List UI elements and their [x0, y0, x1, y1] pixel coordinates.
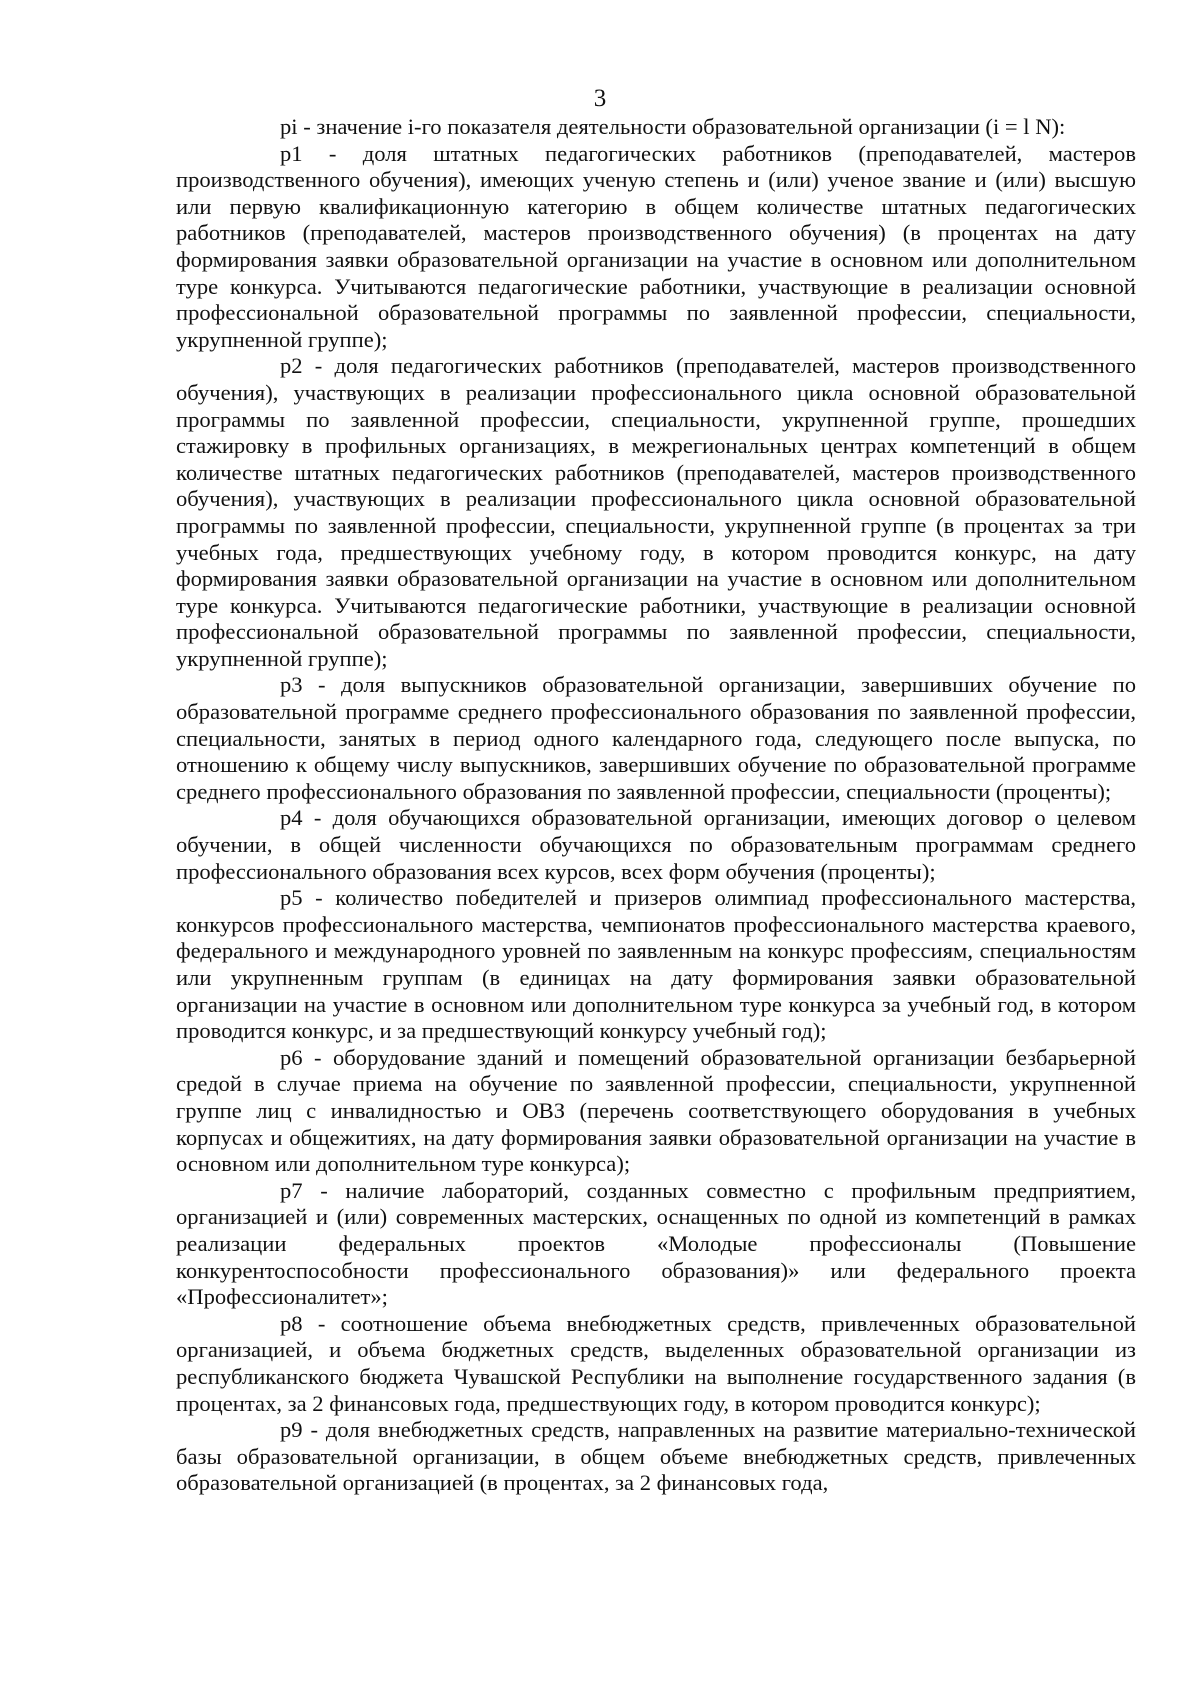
paragraph-p8: p8 - соотношение объема внебюджетных средств, привлеченных образовательной организацией, и объема бюджетных средств, выделенных образовательной организации из республиканского бюджета Чувашской Республики на выполнение государственного задания (в процентах, за 2 финансовых года, предшествующих году, в котором проводится конкурс);	[176, 1310, 1136, 1416]
paragraph-p5: p5 - количество победителей и призеров олимпиад профессионального мастерства, конкурсов профессионального мастерства, чемпионатов профессионального мастерства краевого, федерального и международного уровней по заявленным на конкурс профессиям, специальностям или укрупненным группам (в единицах на дату формирования заявки образовательной организации на участие в основном или дополнительном туре конкурса за учебный год, в котором проводится конкурс, и за предшествующий конкурсу учебный год);	[176, 885, 1136, 1044]
paragraph-p2: p2 - доля педагогических работников (преподавателей, мастеров производственного обучения), участвующих в реализации профессионального цикла основной образовательной программы по заявленной профессии, специальности, укрупненной группе, прошедших стажировку в профильных организациях, в межрегиональных центрах компетенций в общем количестве штатных педагогических работников (преподавателей, мастеров производственного обучения), участвующих в реализации профессионального цикла основной образовательной программы по заявленной профессии, специальности, укрупненной группе (в процентах за три учебных года, предшествующих учебному году, в котором проводится конкурс, на дату формирования заявки образовательной организации на участие в основном или дополнительном туре конкурса. Учитываются педагогические работники, участвующие в реализации основной профессиональной образовательной программы по заявленной профессии, специальности, укрупненной группе);	[176, 353, 1136, 671]
paragraph-p6: p6 - оборудование зданий и помещений образовательной организации безбарьерной средой в случае приема на обучение по заявленной профессии, специальности, укрупненной группе лиц с инвалидностью и ОВЗ (перечень соответствующего оборудования в учебных корпусах и общежитиях, на дату формирования заявки образовательной организации на участие в основном или дополнительном туре конкурса);	[176, 1044, 1136, 1177]
paragraph-p1: p1 - доля штатных педагогических работников (преподавателей, мастеров производственного обучения), имеющих ученую степень и (или) ученое звание и (или) высшую или первую квалификационную категорию в общем количестве штатных педагогических работников (преподавателей, мастеров производственного обучения) (в процентах на дату формирования заявки образовательной организации на участие в основном или дополнительном туре конкурса. Учитываются педагогические работники, участвующие в реализации основной профессиональной образовательной программы по заявленной профессии, специальности, укрупненной группе);	[176, 140, 1136, 352]
paragraph-p9: p9 - доля внебюджетных средств, направленных на развитие материально-технической базы образовательной организации, в общем объеме внебюджетных средств, привлеченных образовательной организацией (в процентах, за 2 финансовых года,	[176, 1417, 1136, 1496]
paragraph-pi-definition: pi - значение i-го показателя деятельности образовательной организации (i = l N):	[280, 114, 1066, 139]
paragraph-p7: p7 - наличие лабораторий, созданных совместно с профильным предприятием, организацией и (или) современных мастерских, оснащенных по одной из компетенций в рамках реализации федеральных проектов «Молодые профессионалы (Повышение конкурентоспособности профессионального образования)» или федерального проекта «Профессионалитет»;	[176, 1177, 1136, 1310]
document-body	[176, 114, 1136, 1497]
page-number: 3	[593, 85, 607, 112]
paragraph-p4: p4 - доля обучающихся образовательной организации, имеющих договор о целевом обучении, в общей численности обучающихся по образовательным программам среднего профессионального образования всех курсов, всех форм обучения (проценты);	[176, 805, 1136, 884]
paragraph-p3: p3 - доля выпускников образовательной организации, завершивших обучение по образовательной программе среднего профессионального образования по заявленной профессии, специальности, занятых в период одного календарного года, следующего после выпуска, по отношению к общему числу выпускников, завершивших обучение по образовательной программе среднего профессионального образования по заявленной профессии, специальности (проценты);	[176, 672, 1136, 804]
